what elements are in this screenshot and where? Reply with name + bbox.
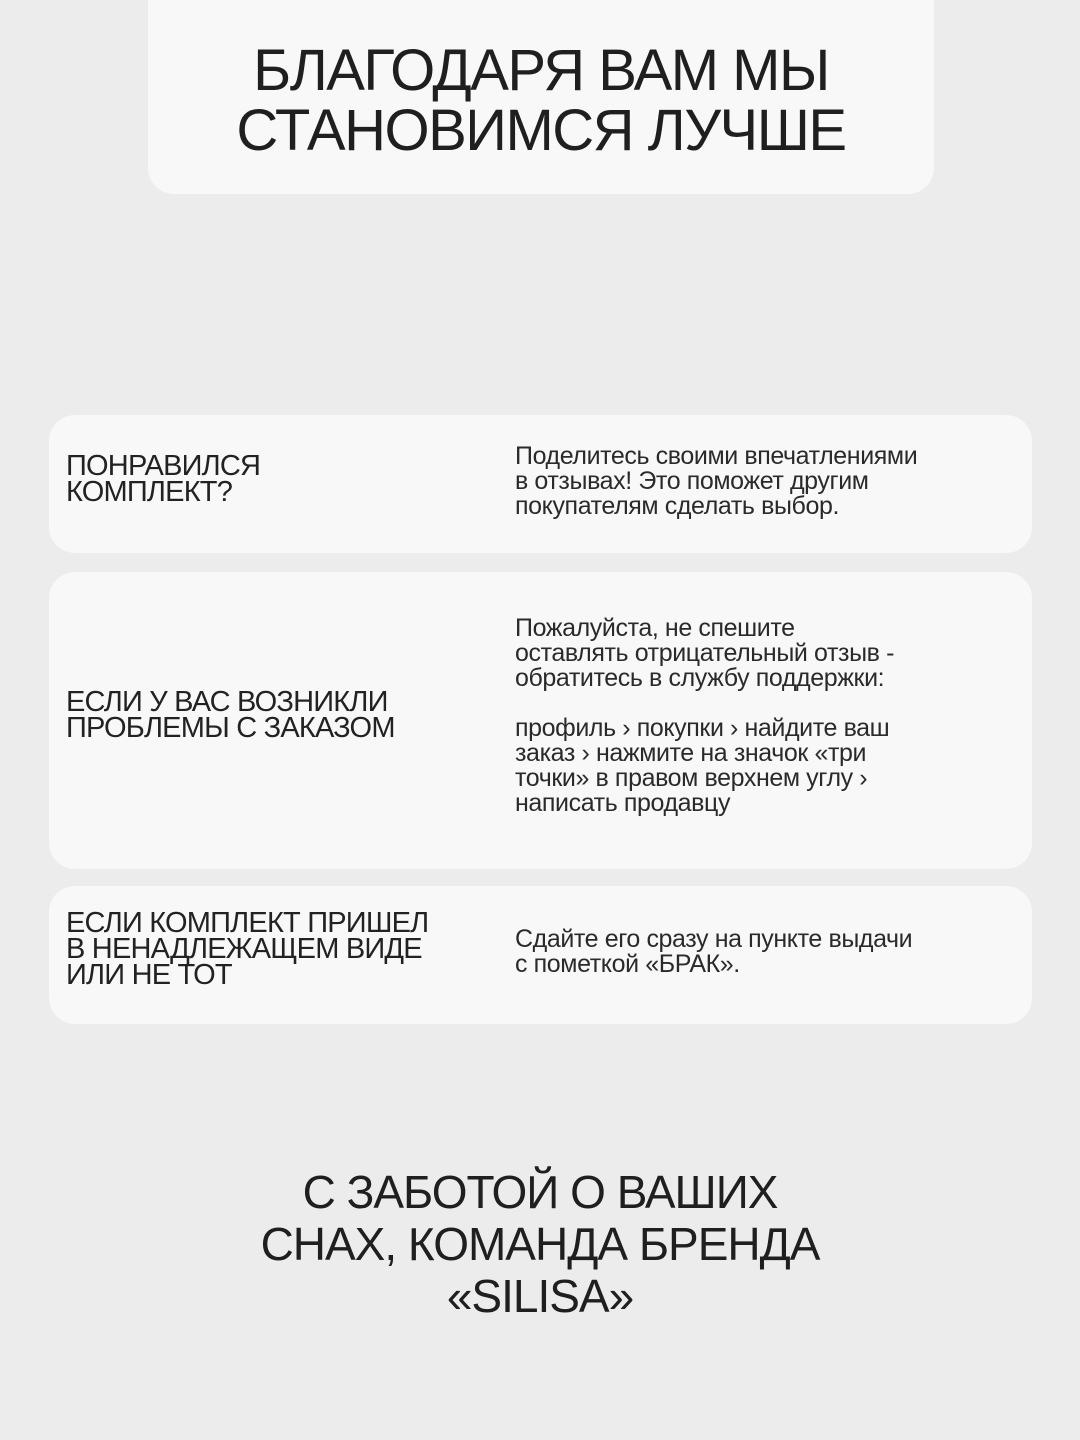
support-path-line: точки» в правом верхнем углу › xyxy=(515,764,868,792)
answer-line: покупателям сделать выбор. xyxy=(515,492,839,520)
answer-line: оставлять отрицательный отзыв - xyxy=(515,639,895,667)
answer-line: с пометкой «БРАК». xyxy=(515,950,740,978)
card-question xyxy=(66,450,506,508)
question-line: ЕСЛИ КОМПЛЕКТ ПРИШЕЛ xyxy=(66,907,429,939)
paragraph-spacer xyxy=(515,691,1025,716)
card-question xyxy=(66,686,506,744)
brand-signature xyxy=(0,1166,1080,1322)
answer-line: в отзывах! Это поможет другим xyxy=(515,467,869,495)
question-line: КОМПЛЕКТ? xyxy=(66,476,233,508)
info-card-defective-set xyxy=(49,886,1032,1024)
question-line: ЕСЛИ У ВАС ВОЗНИКЛИ xyxy=(66,686,388,718)
header-card xyxy=(148,0,934,194)
info-card-order-problems xyxy=(49,572,1032,869)
question-line: ИЛИ НЕ ТОТ xyxy=(66,959,232,991)
title-line: БЛАГОДАРЯ ВАМ МЫ xyxy=(253,38,829,103)
support-path-line: написать продавцу xyxy=(515,789,731,817)
support-path-line: профиль › покупки › найдите ваш xyxy=(515,714,890,742)
signature-line: СНАХ, КОМАНДА БРЕНДА xyxy=(260,1218,820,1270)
card-answer xyxy=(515,616,1025,816)
info-card-liked-set xyxy=(49,415,1032,553)
page-title xyxy=(236,38,846,163)
signature-line: «SILISA» xyxy=(446,1270,634,1322)
question-line: ПРОБЛЕМЫ С ЗАКАЗОМ xyxy=(66,712,395,744)
signature-line: С ЗАБОТОЙ О ВАШИХ xyxy=(302,1166,778,1218)
card-answer xyxy=(515,444,1025,519)
support-path-line: заказ › нажмите на значок «три xyxy=(515,739,867,767)
answer-line: обратитесь в службу поддержки: xyxy=(515,664,885,692)
answer-line: Поделитесь своими впечатлениями xyxy=(515,442,918,470)
title-line: СТАНОВИМСЯ ЛУЧШЕ xyxy=(236,98,846,163)
card-question xyxy=(66,907,506,991)
answer-line: Сдайте его сразу на пункте выдачи xyxy=(515,925,913,953)
question-line: ПОНРАВИЛСЯ xyxy=(66,450,261,482)
card-answer xyxy=(515,927,1025,977)
question-line: В НЕНАДЛЕЖАЩЕМ ВИДЕ xyxy=(66,933,422,965)
answer-line: Пожалуйста, не спешите xyxy=(515,614,795,642)
